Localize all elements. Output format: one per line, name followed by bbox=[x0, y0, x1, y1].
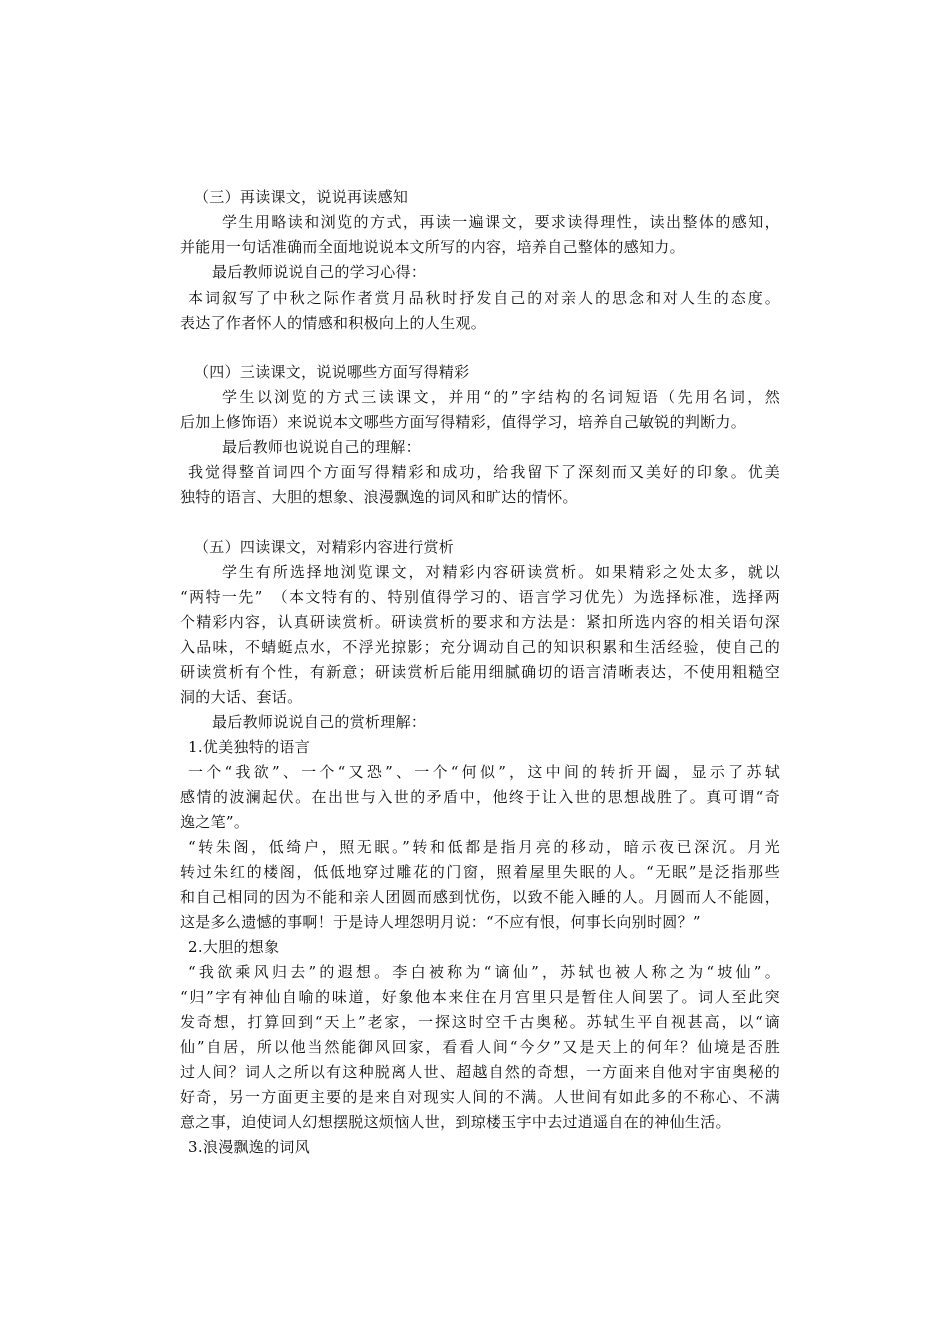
body-line: “我欲乘风归去”的遐想。李白被称为“谪仙”，苏轼也被人称之为“坡仙”。 bbox=[188, 963, 780, 981]
body-line: 过人间？词人之所以有这种脱离人世、超越自然的奇想，一方面来自他对宇宙奥秘的 bbox=[180, 1063, 780, 1081]
body-line: “归”字有神仙自喻的味道，好象他本来住在月宫里只是暂住人间罢了。词人至此突 bbox=[180, 988, 780, 1006]
body-line: 发奇想，打算回到“天上”老家，一探这时空千古奥秘。苏轼生平自视甚高，以“谪 bbox=[180, 1013, 780, 1031]
body-line: 表达了作者怀人的情感和积极向上的人生观。 bbox=[180, 314, 487, 332]
body-line: 学生有所选择地浏览课文，对精彩内容研读赏析。如果精彩之处太多，就以 bbox=[222, 563, 780, 581]
body-line: 一个“我欲”、一个“又恐”、一个“何似”，这中间的转折开阖，显示了苏轼 bbox=[188, 763, 780, 781]
body-line: 个精彩内容，认真研读赏析。研读赏析的要求和方法是：紧扣所选内容的相关语句深 bbox=[180, 613, 780, 631]
body-line: 学生以浏览的方式三读课文，并用“的”字结构的名词短语（先用名词，然 bbox=[222, 388, 780, 406]
teacher-lead: 最后教师说说自己的学习心得： bbox=[212, 263, 427, 281]
body-line: 学生用略读和浏览的方式，再读一遍课文，要求读得理性，读出整体的感知， bbox=[222, 213, 780, 231]
body-line: 和自己相同的因为不能和亲人团圆而感到忧伤，以致不能入睡的人。月圆而人不能圆， bbox=[180, 888, 780, 906]
section-heading: （三）再读课文，说说再读感知 bbox=[194, 188, 409, 206]
body-line: 仙”自居，所以他当然能御风回家，看看人间“今夕”又是天上的何年？仙境是否胜 bbox=[180, 1038, 780, 1056]
body-line: 入品味，不蜻蜓点水，不浮光掠影；充分调动自己的知识积累和生活经验，使自己的 bbox=[180, 638, 780, 656]
body-line: 逸之笔”。 bbox=[180, 813, 250, 831]
body-line: “转朱阁，低绮户，照无眠。”转和低都是指月亮的移动，暗示夜已深沉。月光 bbox=[188, 838, 780, 856]
body-line: 后加上修饰语）来说说本文哪些方面写得精彩，值得学习，培养自己敏锐的判断力。 bbox=[180, 413, 747, 431]
body-line: 好奇，另一方面更主要的是来自对现实人间的不满。人世间有如此多的不称心、不满 bbox=[180, 1088, 780, 1106]
point-title: 3.浪漫飘逸的词风 bbox=[188, 1138, 311, 1156]
body-line: 洞的大话、套话。 bbox=[180, 688, 303, 706]
point-title: 1.优美独特的语言 bbox=[188, 738, 311, 756]
body-line: 研读赏析有个性，有新意；研读赏析后能用细腻确切的语言清晰表达，不使用粗糙空 bbox=[180, 663, 780, 681]
body-line: 感情的波澜起伏。在出世与入世的矛盾中，他终于让入世的思想战胜了。真可谓“奇 bbox=[180, 788, 780, 806]
section-heading: （四）三读课文，说说哪些方面写得精彩 bbox=[194, 363, 470, 381]
body-line: 转过朱红的楼阁，低低地穿过雕花的门窗，照着屋里失眠的人。“无眠”是泛指那些 bbox=[180, 863, 780, 881]
body-line: 我觉得整首词四个方面写得精彩和成功，给我留下了深刻而又美好的印象。优美 bbox=[188, 463, 780, 481]
body-line: “两特一先” （本文特有的、特别值得学习的、语言学习优先）为选择标准，选择两 bbox=[180, 588, 780, 606]
body-line: 独特的语言、大胆的想象、浪漫飘逸的词风和旷达的情怀。 bbox=[180, 488, 578, 506]
body-line: 本词叙写了中秋之际作者赏月品秋时抒发自己的对亲人的思念和对人生的态度。 bbox=[188, 289, 780, 307]
teacher-lead: 最后教师也说说自己的理解： bbox=[222, 438, 421, 456]
body-line: 意之事，迫使词人幻想摆脱这烦恼人世，到琼楼玉宇中去过逍遥自在的神仙生活。 bbox=[180, 1113, 731, 1131]
section-heading: （五）四读课文，对精彩内容进行赏析 bbox=[194, 538, 455, 556]
teacher-lead: 最后教师说说自己的赏析理解： bbox=[212, 713, 427, 731]
body-line: 这是多么遗憾的事啊！于是诗人埋怨明月说：“不应有恨，何事长向别时圆？” bbox=[180, 913, 701, 931]
body-line: 并能用一句话准确而全面地说说本文所写的内容，培养自己整体的感知力。 bbox=[180, 238, 685, 256]
point-title: 2.大胆的想象 bbox=[188, 938, 280, 956]
